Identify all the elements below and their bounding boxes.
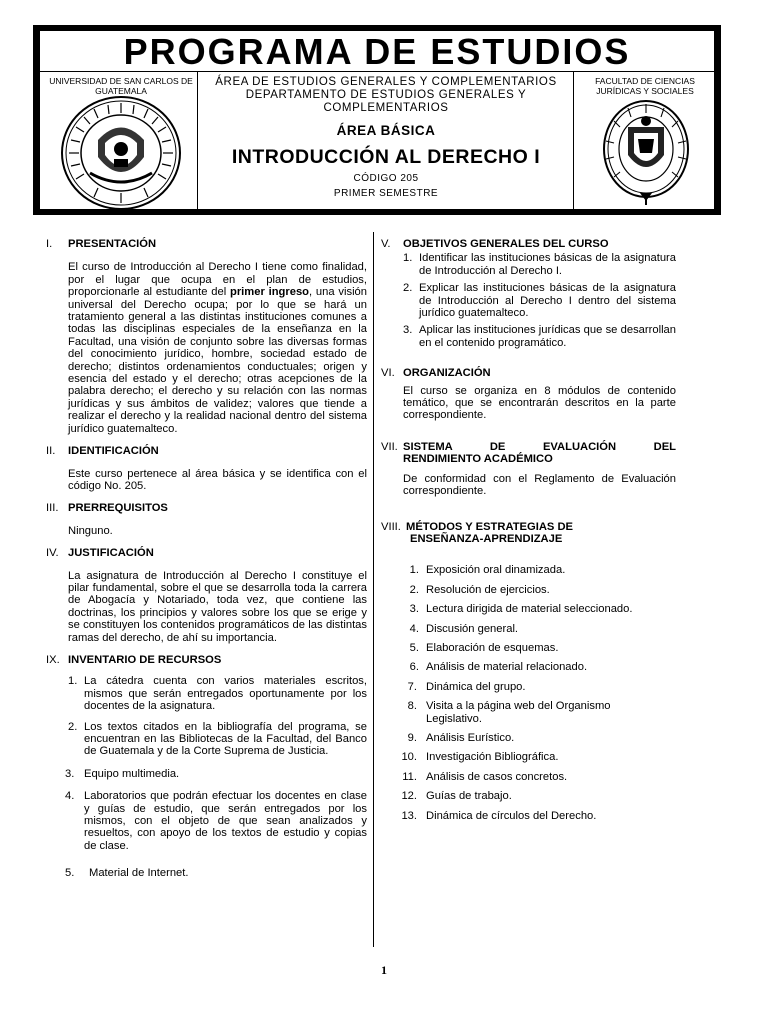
section-number: IV. (46, 547, 59, 560)
section-heading (46, 445, 367, 457)
course-semester: PRIMER SEMESTRE (333, 188, 439, 199)
section-prerrequisitos (46, 502, 367, 537)
section-organizacion (381, 367, 676, 422)
list-item (381, 642, 676, 654)
header-box (33, 25, 721, 215)
list-text: Exposición oral dinamizada. (426, 564, 566, 577)
list-item (381, 661, 676, 673)
list-item (381, 623, 676, 635)
list-text: Dinámica del grupo. (426, 680, 526, 693)
course-title: INTRODUCCIÓN AL DERECHO I (231, 146, 541, 168)
list-item (381, 732, 676, 744)
section-heading (381, 521, 676, 533)
section-text: Ninguno. (68, 524, 113, 537)
list-item (68, 721, 367, 758)
section-presentacion (46, 238, 367, 435)
list-item (381, 771, 676, 783)
list-number: 1. (68, 675, 78, 688)
list-number: 5. (65, 867, 75, 880)
section-justificacion (46, 547, 367, 644)
list-number: 3. (409, 603, 419, 616)
list-number: 2. (403, 282, 413, 295)
section-heading (46, 238, 367, 250)
list-text: Equipo multimedia. (84, 767, 180, 780)
list-item (403, 324, 676, 349)
section-identificacion (46, 445, 367, 492)
column-divider (373, 232, 374, 947)
section-title: OBJETIVOS GENERALES DEL CURSO (403, 238, 609, 250)
list-number: 12. (401, 790, 417, 803)
section-heading (381, 238, 676, 250)
section-inventario (46, 654, 367, 880)
list-item (403, 282, 676, 319)
list-item (381, 790, 676, 802)
faculty-seal-icon (602, 97, 690, 207)
list-item (381, 681, 676, 693)
section-title: PRESENTACIÓN (68, 238, 157, 250)
list-item (68, 675, 367, 712)
objectives-list (403, 252, 676, 349)
list-item (65, 867, 367, 879)
section-text: De conformidad con el Reglamento de Evaluación correspondiente. (403, 472, 676, 498)
list-number: 5. (409, 641, 419, 654)
section-number: III. (46, 502, 59, 515)
section-title: IDENTIFICACIÓN (68, 445, 159, 458)
list-text: Análisis Eurístico. (426, 731, 515, 744)
right-column (381, 238, 676, 822)
section-number: VIII. (381, 520, 401, 533)
list-number: 2. (409, 583, 419, 596)
list-text: Lectura dirigida de material seleccionado. (426, 603, 633, 616)
section-text: La asignatura de Introducción al Derecho I constituye el pilar fundamental, sobre el que se desarrolla toda la carrera de Abogacía y Notariado, toda vez, que contiene las doctrinas, los principios y valores sobre los que se erige y se constituyen los contenidos programáticos de las distintas ramas del derecho, de ahí su importancia. (68, 569, 367, 644)
university-name: UNIVERSIDAD DE SAN CARLOS DE GUATEMALA (49, 76, 193, 96)
section-number: II. (46, 445, 56, 458)
list-text: Elaboración de esquemas. (426, 641, 559, 654)
list-text: Guías de trabajo. (426, 790, 512, 803)
list-number: 9. (407, 731, 417, 744)
left-column (46, 238, 367, 880)
text-part: El curso de Introducción al Derecho I tiene como finalidad, por el lugar que ocupa en el plan de estudios, proporcionarle al estudiante del (68, 261, 367, 299)
section-evaluacion (381, 441, 676, 498)
section-heading (46, 502, 367, 514)
list-item (381, 700, 676, 725)
list-number: 2. (68, 720, 78, 733)
list-number: 1. (403, 252, 413, 265)
section-number: I. (46, 238, 53, 250)
list-number: 4. (65, 790, 75, 803)
list-text: Identificar las instituciones básicas de la asignatura de Introducción al Derecho I. (419, 252, 676, 277)
section-title: ORGANIZACIÓN (403, 367, 491, 380)
section-heading (46, 547, 367, 559)
list-number: 7. (407, 680, 417, 693)
section-title: SISTEMA DE EVALUACIÓN DEL (403, 440, 676, 453)
section-text: Este curso pertenece al área básica y se identifica con el código No. 205. (68, 467, 367, 492)
section-heading (46, 654, 367, 666)
page-number: 1 (381, 963, 387, 977)
section-number: VII. (381, 440, 398, 453)
list-number: 8. (407, 700, 417, 713)
list-item (65, 768, 367, 780)
section-title: PRERREQUISITOS (68, 502, 168, 515)
title-divider (40, 71, 714, 72)
course-code: CÓDIGO 205 (353, 173, 419, 184)
section-number: IX. (46, 653, 60, 666)
header-center (200, 76, 572, 199)
departamento: DEPARTAMENTO DE ESTUDIOS GENERALES Y COMPLEMENTARIOS (245, 89, 527, 114)
list-item (381, 603, 676, 615)
list-text: Material de Internet. (89, 867, 189, 880)
list-item (381, 751, 676, 763)
list-text: Resolución de ejercicios. (426, 583, 550, 596)
list-text: Análisis de casos concretos. (426, 770, 568, 783)
list-number: 1. (409, 564, 419, 577)
section-text: El curso se organiza en 8 módulos de contenido temático, que se encontrarán descritos en la parte correspondiente. (403, 384, 676, 422)
list-number: 3. (65, 767, 75, 780)
list-text: Laboratorios que podrán efectuar los docentes en clase y guías de estudio, que serán entregados por los mismos, con el objeto de que sean analizados y resueltos, con apoyo de los textos de estudio y copias de clase. (84, 790, 367, 852)
section-objetivos (381, 238, 676, 349)
header-inner (39, 30, 715, 210)
list-number: 11. (402, 770, 417, 783)
list-number: 6. (409, 661, 419, 674)
area-estudios: ÁREA DE ESTUDIOS GENERALES Y COMPLEMENTARIOS (215, 76, 557, 88)
section-heading (381, 367, 676, 379)
list-text: Los textos citados en la bibliografía del programa, se encuentran en las Bibliotecas de la Facultad, del Banco de Guatemala y de la Corte Suprema de Justicia. (84, 720, 367, 758)
faculty-name: FACULTAD DE CIENCIAS JURÍDICAS Y SOCIALES (595, 76, 695, 96)
section-title-cont: RENDIMIENTO ACADÉMICO (403, 453, 553, 466)
list-text: Aplicar las instituciones jurídicas que se desarrollan en el contenido programático. (419, 324, 676, 349)
list-item (65, 790, 367, 852)
area-label: ÁREA BÁSICA (336, 123, 436, 138)
list-number: 13. (401, 809, 417, 822)
list-item (403, 252, 676, 277)
list-number: 3. (403, 324, 413, 337)
list-text: Discusión general. (426, 622, 519, 635)
list-item (381, 584, 676, 596)
resource-list (65, 675, 367, 880)
list-item (381, 564, 676, 576)
methods-list (381, 564, 676, 822)
section-number: V. (381, 238, 391, 250)
list-item (381, 810, 676, 822)
section-metodos (381, 521, 676, 823)
list-number: 10. (401, 751, 417, 764)
section-title: JUSTIFICACIÓN (68, 547, 154, 560)
university-seal-icon (60, 95, 182, 211)
list-text: Análisis de material relacionado. (426, 661, 588, 674)
text-bold: primer ingreso (229, 286, 310, 299)
list-text: Dinámica de círculos del Derecho. (426, 809, 597, 822)
header-column-divider-left (197, 71, 198, 209)
header-column-divider-right (573, 71, 574, 209)
list-text: La cátedra cuenta con varios materiales escritos, mismos que serán entregados oportunamente por los docentes de la asignatura. (84, 675, 367, 713)
section-title: INVENTARIO DE RECURSOS (68, 653, 222, 666)
section-number: VI. (381, 367, 395, 380)
section-heading (381, 441, 676, 453)
section-title: MÉTODOS Y ESTRATEGIAS DE (406, 520, 574, 533)
list-text: Visita a la página web del Organismo Legislativo. (426, 700, 611, 725)
page-title: PROGRAMA DE ESTUDIOS (123, 31, 631, 72)
list-text: Investigación Bibliográfica. (426, 751, 559, 764)
text-part: , una visión universal del Derecho ocupa; por lo que se hará un tratamiento general a las distintas instituciones comunes a todas las disciplinas especiales de la enseñanza en la Facultad, una visión de conjunto sobre las diversas formas del conocimiento jurídico, hombre, sociedad estado de derecho; distintos ordenamientos conductuales; origen y esencia del estado y el derecho; otras acepciones de la palabra derecho; el derecho y su relación con las normas jurídicas y sus ámbitos de validez; valores que tiende a realizar el derecho y la realidad nacional dentro del sistema jurídico guatemalteco. (68, 286, 367, 435)
list-number: 4. (409, 622, 419, 635)
list-text: Explicar las instituciones básicas de la asignatura de Introducción al Derecho I dentro del sistema jurídico guatemalteco. (419, 282, 676, 320)
section-text (68, 261, 367, 435)
section-title-cont: ENSEÑANZA-APRENDIZAJE (410, 532, 563, 545)
